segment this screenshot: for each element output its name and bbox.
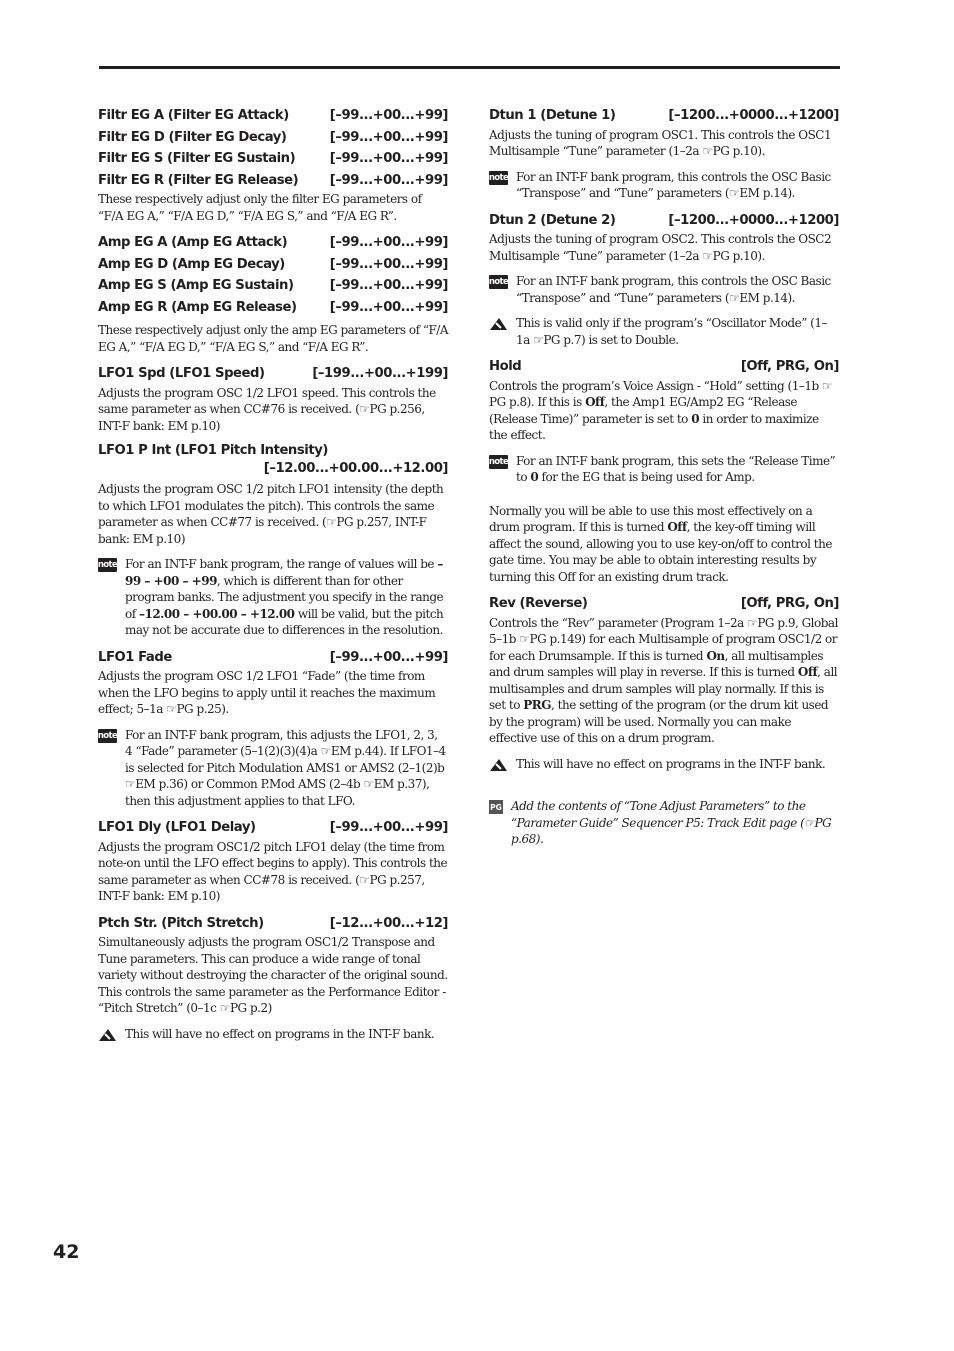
warning-text: This is valid only if the program’s “Oscillator Mode” (1–1a ☞PG p.7) is set to Double.: [516, 316, 827, 347]
page-number: 42: [53, 1241, 80, 1263]
param-header: Filtr EG A (Filter EG Attack) [–99...+00...+99]: [98, 108, 448, 123]
amp-eg-section: [98, 232, 448, 355]
param-description: Simultaneously adjusts the program OSC1/2 Transpose and Tune parameters. This can produce a wide range of tonal variety without destroying the character of the original sound.: [98, 935, 448, 982]
warning-block: [489, 756, 839, 773]
param-header: Hold [Off, PRG, On]: [489, 359, 839, 374]
note-block: [489, 453, 839, 486]
left-column: [98, 105, 448, 1042]
lfo1-fade-section: [98, 647, 448, 810]
warning-text: This will have no effect on programs in the INT-F bank.: [516, 756, 826, 771]
pg-reference-text: Add the contents of “Tone Adjust Parameters” to the “Parameter Guide” Sequencer P5: Track Edit page (☞PG p.68).: [511, 799, 832, 846]
note-icon: note: [97, 560, 118, 570]
hold-section: [489, 356, 839, 585]
param-description: Adjusts the tuning of program OSC2. This controls the OSC2 Multisample “Tune” parameter (1–2a ☞PG p.10).: [489, 232, 832, 263]
note-text: For an INT-F bank program, this sets the “Release Time” to 0 for the EG that is being used for Amp.: [516, 453, 836, 484]
param-description: Controls the “Rev” parameter (Program 1–2a ☞PG p.9, Global 5–1b ☞PG p.149) for each Multisample of program OSC1/2 or for each Drumsample. If this is turned On, all multisamples and drum samples will play in reverse. If this is turned Off, all multisamples and drum samples will play normally. If this is set to PRG, the setting of the program (or the drum kit used by the program) will be used. Normally you can make effective use of this on a drum program.: [489, 615, 838, 745]
pitch-stretch-section: [98, 913, 448, 1043]
param-description: Adjusts the program OSC 1/2 LFO1 speed. This controls the same parameter as when CC#76 is received. (☞PG p.256, INT-F bank: EM p.10): [98, 385, 436, 433]
param-description: These respectively adjust only the amp EG parameters of “F/A EG A,” “F/A EG D,” “F/A EG S,” and “F/A EG R”.: [98, 323, 448, 354]
top-rule: [99, 66, 840, 69]
param-description: These respectively adjust only the filter EG parameters of “F/A EG A,” “F/A EG D,” “F/A EG S,” and “F/A EG R”.: [98, 192, 422, 223]
param-header: LFO1 Dly (LFO1 Delay) [–99...+00...+99]: [98, 820, 448, 835]
note-block: [489, 169, 839, 202]
note-block: [489, 273, 839, 306]
filter-eg-section: [98, 105, 448, 224]
param-header: Filtr EG S (Filter EG Sustain) [–99...+00...+99]: [98, 151, 448, 166]
note-icon: note: [97, 730, 118, 741]
pg-icon: PG: [489, 800, 503, 814]
param-header: Amp EG S (Amp EG Sustain) [–99...+00...+99]: [98, 278, 448, 293]
param-description: Normally you will be able to use this most effectively on a drum program. If this is turned Off, the key-off timing will affect the sound, allowing you to use key-on/off to control the gate time. You may be able to obtain interesting results by turning this Off for an existing drum track.: [489, 503, 832, 584]
param-description: This controls the same parameter as the Performance Editor - “Pitch Stretch” (0–1c ☞PG p.2): [98, 984, 446, 1015]
param-header: LFO1 P Int (LFO1 Pitch Intensity) [–12.00...+00.00...+12.00]: [98, 443, 448, 476]
param-header: Amp EG D (Amp EG Decay) [–99...+00...+99]: [98, 256, 448, 272]
param-description: Controls the program’s Voice Assign - “Hold” setting (1–1b ☞PG p.8). If this is Off, the Amp1 EG/Amp2 EG “Release (Release Time)” parameter is set to 0 in order to maximize the effect.: [489, 378, 833, 442]
note-text: For an INT-F bank program, this controls the OSC Basic “Transpose” and “Tune” parameters (☞EM p.14).: [516, 274, 831, 305]
reverse-section: [489, 593, 839, 772]
param-header: LFO1 Spd (LFO1 Speed) [–199...+00...+199]: [98, 366, 448, 381]
note-text: For an INT-F bank program, the range of values will be –99 – +00 – +99, which is different than for other program banks. The adjustment you specify in the range of –12.00 – +00.00 – +12.00 will be valid, but the pitch may not be accurate due to differences in the resolution.: [125, 557, 444, 637]
warning-icon: [98, 1028, 117, 1042]
note-icon: note: [488, 456, 509, 467]
param-header: Filtr EG D (Filter EG Decay) [–99...+00...+99]: [98, 129, 448, 145]
param-header: LFO1 Fade [–99...+00...+99]: [98, 649, 448, 665]
param-header: Amp EG R (Amp EG Release) [–99...+00...+99]: [98, 299, 448, 315]
note-icon: note: [488, 277, 509, 287]
param-description: Adjusts the program OSC1/2 pitch LFO1 delay (the time from note-on until the LFO effect begins to apply). This controls the same parameter as when CC#78 is received. (☞PG p.257, INT-F bank: EM p.10): [98, 839, 448, 903]
warning-icon: [489, 758, 508, 772]
param-header: Rev (Reverse) [Off, PRG, On]: [489, 596, 839, 611]
pg-reference-block: [489, 798, 839, 848]
detune1-section: [489, 105, 839, 202]
lfo1-pitch-intensity-section: [98, 442, 448, 639]
param-description: Adjusts the program OSC 1/2 pitch LFO1 intensity (the depth to which LFO1 modulates the pitch). This controls the same parameter as when CC#77 is received. (☞PG p.257, INT-F bank: EM p.10): [98, 482, 444, 546]
note-icon: note: [488, 172, 509, 183]
warning-text: This will have no effect on programs in the INT-F bank.: [125, 1026, 435, 1041]
lfo1-delay-section: [98, 817, 448, 905]
param-header: Filtr EG R (Filter EG Release) [–99...+00...+99]: [98, 172, 448, 188]
lfo1-speed-section: [98, 363, 448, 434]
warning-icon: [489, 317, 508, 331]
warning-block: [98, 1026, 448, 1043]
detune2-section: [489, 210, 839, 349]
param-description: Adjusts the tuning of program OSC1. This controls the OSC1 Multisample “Tune” parameter (1–2a ☞PG p.10).: [489, 127, 832, 158]
note-text: For an INT-F bank program, this adjusts the LFO1, 2, 3, 4 “Fade” parameter (5–1(2)(3)(4)a ☞EM p.44). If LFO1–4 is selected for Pitch Modulation AMS1 or AMS2 (2–1(2)b ☞EM p.36) or Common P.Mod AMS (2–4b ☞EM p.37), then this adjustment applies to that LFO.: [125, 727, 446, 808]
param-header: Ptch Str. (Pitch Stretch) [–12...+00...+12]: [98, 915, 448, 931]
note-block: [98, 727, 448, 810]
param-header: Dtun 2 (Detune 2) [–1200...+0000...+1200]: [489, 212, 839, 228]
right-column: [489, 105, 839, 848]
param-header: Amp EG A (Amp EG Attack) [–99...+00...+99]: [98, 235, 448, 250]
param-header: Dtun 1 (Detune 1) [–1200...+0000...+1200]: [489, 108, 839, 123]
warning-block: [489, 315, 839, 348]
note-block: [98, 556, 448, 639]
param-description: Adjusts the program OSC 1/2 LFO1 “Fade” (the time from when the LFO begins to apply until it reaches the maximum effect; 5–1a ☞PG p.25).: [98, 669, 436, 716]
note-text: For an INT-F bank program, this controls the OSC Basic “Transpose” and “Tune” parameters (☞EM p.14).: [516, 169, 831, 200]
